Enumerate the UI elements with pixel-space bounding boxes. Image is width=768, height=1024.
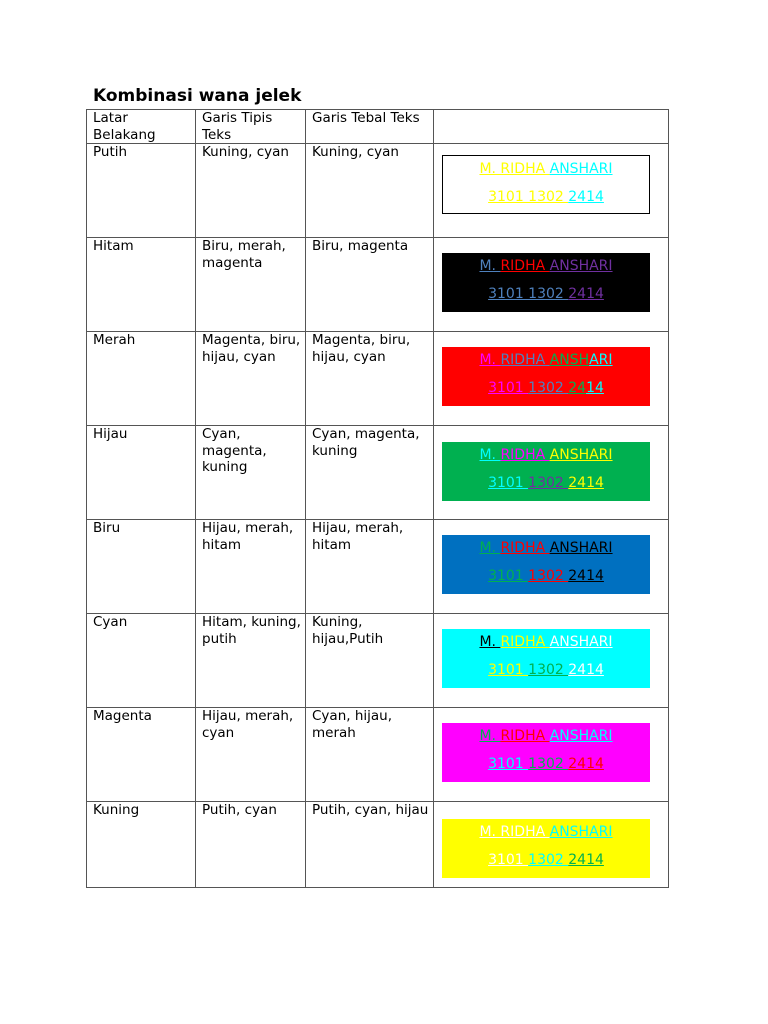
sample-name-line: [442, 351, 650, 369]
sample-text-segment: 14: [586, 380, 604, 396]
cell-thin: Hijau, merah, cyan: [196, 708, 306, 802]
sample-text-segment: M. RIDHA: [479, 161, 550, 177]
color-sample-box: [442, 535, 650, 594]
sample-text-segment: 3101: [488, 756, 529, 772]
sample-text-segment: 3101: [488, 662, 529, 678]
table-row: [87, 238, 669, 332]
cell-thin: Hitam, kuning, putih: [196, 614, 306, 708]
sample-text-segment: 3101: [488, 852, 529, 868]
cell-thin: Cyan, magenta, kuning: [196, 426, 306, 520]
table-row: [87, 802, 669, 888]
sample-text-segment: RIDHA: [500, 352, 550, 368]
sample-text-segment: 1302: [528, 662, 569, 678]
cell-sample: [434, 520, 669, 614]
cell-sample: [434, 708, 669, 802]
cell-background: Magenta: [87, 708, 196, 802]
sample-name-line: [443, 160, 649, 178]
cell-thick: Magenta, biru, hijau, cyan: [306, 332, 434, 426]
sample-text-segment: M.: [479, 728, 501, 744]
cell-background: Kuning: [87, 802, 196, 888]
cell-thick: Putih, cyan, hijau: [306, 802, 434, 888]
sample-text-segment: ANSHARI: [549, 634, 613, 650]
sample-number-line: [442, 379, 650, 397]
cell-thick: Kuning, cyan: [306, 144, 434, 238]
sample-name-line: [442, 727, 650, 745]
sample-number-line: [442, 285, 650, 303]
table-header-row: [87, 110, 669, 144]
sample-text-segment: 3101: [488, 568, 529, 584]
sample-text-segment: 3101 1302: [488, 189, 569, 205]
sample-text-segment: 1302: [528, 475, 569, 491]
sample-number-line: [442, 661, 650, 679]
cell-sample: [434, 238, 669, 332]
sample-text-segment: RIDHA: [500, 540, 550, 556]
sample-text-segment: M.: [479, 540, 501, 556]
table-row: [87, 332, 669, 426]
color-sample-box: [442, 347, 650, 406]
sample-name-line: [442, 446, 650, 464]
header-thick-text: Garis Tebal Teks: [306, 110, 434, 144]
sample-name-line: [442, 633, 650, 651]
sample-text-segment: 2414: [568, 756, 604, 772]
color-sample-box: [442, 253, 650, 312]
sample-number-line: [443, 188, 649, 206]
sample-text-segment: M. RIDHA: [479, 824, 550, 840]
sample-text-segment: 3101 1302: [488, 286, 569, 302]
sample-number-line: [442, 567, 650, 585]
sample-text-segment: 2414: [568, 662, 604, 678]
table-row: [87, 144, 669, 238]
cell-background: Hijau: [87, 426, 196, 520]
cell-thick: Cyan, magenta, kuning: [306, 426, 434, 520]
cell-thick: Cyan, hijau, merah: [306, 708, 434, 802]
sample-text-segment: ANSHARI: [549, 728, 613, 744]
sample-text-segment: 2414: [568, 475, 604, 491]
sample-text-segment: M.: [479, 352, 501, 368]
sample-name-line: [442, 257, 650, 275]
sample-text-segment: 2414: [568, 189, 604, 205]
cell-background: Hitam: [87, 238, 196, 332]
cell-thick: Kuning, hijau,Putih: [306, 614, 434, 708]
sample-text-segment: RIDHA: [500, 258, 550, 274]
sample-text-segment: 3101: [488, 380, 529, 396]
sample-text-segment: 2414: [568, 852, 604, 868]
header-sample: [434, 110, 669, 144]
document-title: Kombinasi wana jelek: [93, 86, 302, 106]
sample-text-segment: 1302: [528, 568, 569, 584]
sample-text-segment: M.: [479, 258, 501, 274]
cell-thin: Magenta, biru, hijau, cyan: [196, 332, 306, 426]
cell-sample: [434, 802, 669, 888]
sample-text-segment: 3101: [488, 475, 529, 491]
sample-name-line: [442, 823, 650, 841]
sample-text-segment: 1302: [528, 852, 569, 868]
sample-text-segment: ANSH: [549, 352, 590, 368]
color-sample-box: [442, 155, 650, 214]
cell-sample: [434, 144, 669, 238]
sample-text-segment: 2414: [568, 286, 604, 302]
table-row: [87, 708, 669, 802]
sample-text-segment: ANSHARI: [549, 258, 613, 274]
sample-text-segment: M.: [479, 447, 501, 463]
color-sample-box: [442, 629, 650, 688]
sample-text-segment: 1302: [528, 380, 569, 396]
sample-text-segment: ANSHARI: [549, 824, 613, 840]
sample-text-segment: 24: [568, 380, 587, 396]
cell-sample: [434, 614, 669, 708]
table-row: [87, 614, 669, 708]
header-background: Latar Belakang: [87, 110, 196, 144]
color-sample-box: [442, 442, 650, 501]
table-row: [87, 520, 669, 614]
sample-text-segment: ANSHARI: [549, 540, 613, 556]
cell-sample: [434, 332, 669, 426]
cell-background: Biru: [87, 520, 196, 614]
color-sample-box: [442, 723, 650, 782]
color-combination-table: [86, 109, 669, 888]
cell-sample: [434, 426, 669, 520]
header-thin-text: Garis Tipis Teks: [196, 110, 306, 144]
cell-thin: Kuning, cyan: [196, 144, 306, 238]
table-row: [87, 426, 669, 520]
cell-thick: Biru, magenta: [306, 238, 434, 332]
sample-text-segment: ARI: [589, 352, 613, 368]
sample-name-line: [442, 539, 650, 557]
sample-number-line: [442, 474, 650, 492]
sample-text-segment: ANSHARI: [549, 447, 613, 463]
cell-thin: Putih, cyan: [196, 802, 306, 888]
cell-background: Putih: [87, 144, 196, 238]
cell-thin: Biru, merah, magenta: [196, 238, 306, 332]
cell-background: Merah: [87, 332, 196, 426]
sample-number-line: [442, 851, 650, 869]
cell-thin: Hijau, merah, hitam: [196, 520, 306, 614]
cell-background: Cyan: [87, 614, 196, 708]
sample-text-segment: ANSHARI: [549, 161, 613, 177]
sample-text-segment: 2414: [568, 568, 604, 584]
cell-thick: Hijau, merah, hitam: [306, 520, 434, 614]
sample-text-segment: RIDHA: [500, 634, 550, 650]
color-sample-box: [442, 819, 650, 878]
sample-text-segment: 1302: [528, 756, 569, 772]
sample-text-segment: RIDHA: [500, 728, 550, 744]
sample-text-segment: RIDHA: [500, 447, 550, 463]
sample-text-segment: M.: [479, 634, 501, 650]
sample-number-line: [442, 755, 650, 773]
